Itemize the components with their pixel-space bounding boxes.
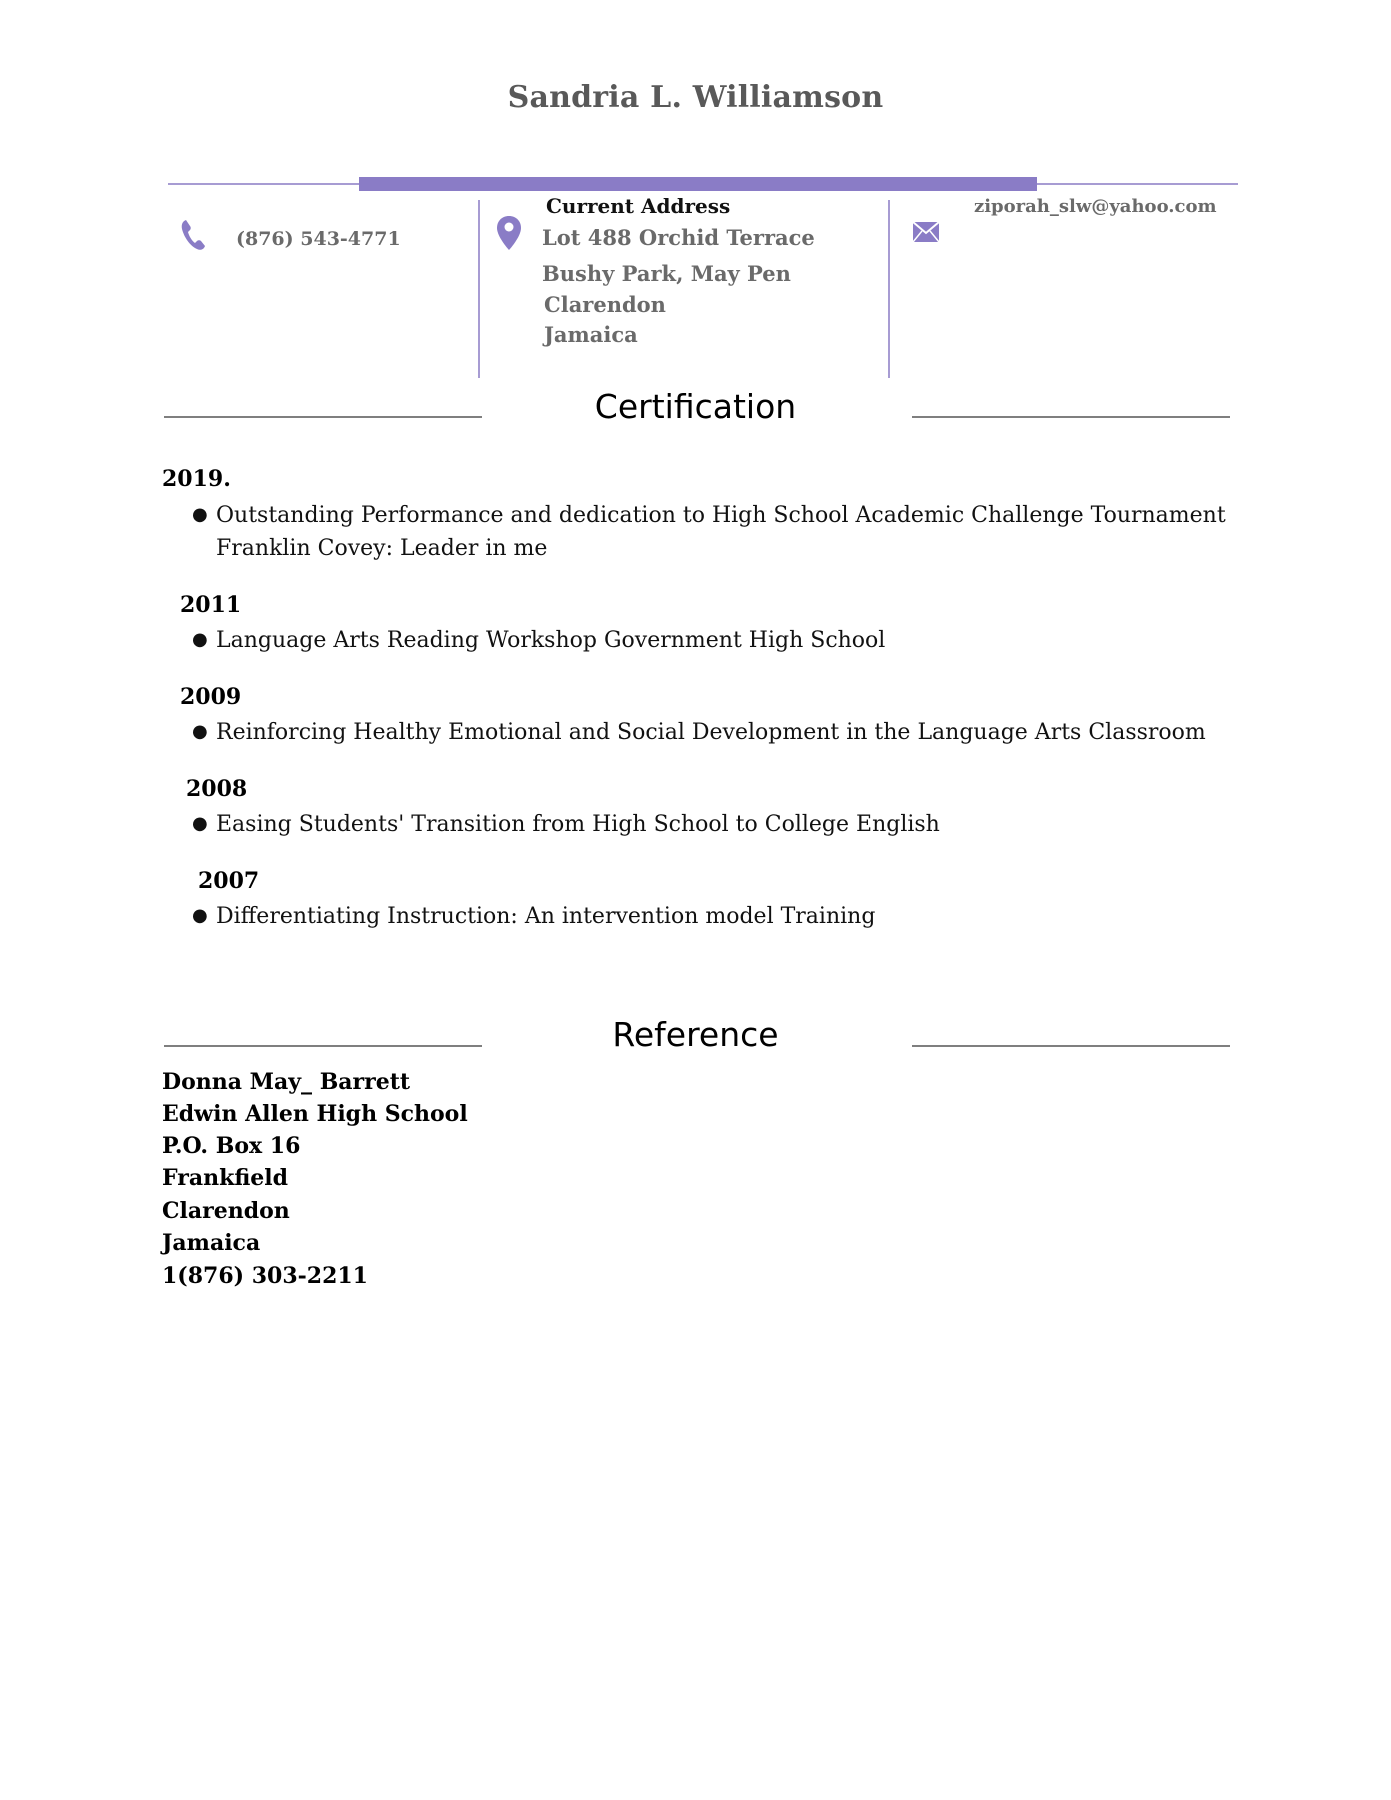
location-pin-icon bbox=[496, 215, 522, 251]
reference-po-box: P.O. Box 16 bbox=[162, 1133, 301, 1159]
reference-phone[interactable]: 1(876) 303-2211 bbox=[162, 1263, 368, 1289]
cert-item bbox=[192, 900, 876, 933]
bullet-icon: ● bbox=[192, 905, 208, 926]
cert-year-2011: 2011 bbox=[180, 592, 242, 618]
reference-rule-right bbox=[912, 1045, 1230, 1047]
address-heading: Current Address bbox=[546, 194, 731, 218]
phone-icon bbox=[180, 218, 208, 252]
reference-parish: Clarendon bbox=[162, 1198, 290, 1224]
reference-school: Edwin Allen High School bbox=[162, 1101, 468, 1127]
cert-item-text: Reinforcing Healthy Emotional and Social Development in the Language Arts Classroom bbox=[216, 720, 1206, 745]
cert-item bbox=[192, 499, 1226, 565]
certification-title: Certification bbox=[594, 387, 797, 426]
cert-item-text: Easing Students' Transition from High School to College English bbox=[216, 812, 940, 837]
cert-year-2019: 2019. bbox=[162, 466, 231, 492]
address-line-3: Clarendon bbox=[544, 292, 666, 317]
bullet-icon: ● bbox=[192, 813, 208, 834]
cert-item-text: Outstanding Performance and dedication to High School Academic Challenge Tournament bbox=[216, 503, 1226, 528]
email-address[interactable]: ziporah_slw@yahoo.com bbox=[974, 196, 1217, 217]
cert-item-text: Differentiating Instruction: An intervention model Training bbox=[216, 904, 876, 929]
reference-name: Donna May_ Barrett bbox=[162, 1069, 411, 1095]
contact-divider-2 bbox=[888, 200, 890, 378]
reference-title: Reference bbox=[612, 1015, 779, 1054]
contact-divider-1 bbox=[478, 200, 480, 378]
reference-town: Frankfield bbox=[162, 1165, 289, 1191]
cert-item-text: Language Arts Reading Workshop Government High School bbox=[216, 628, 886, 653]
cert-year-2007: 2007 bbox=[198, 868, 260, 894]
header-rule-accent bbox=[359, 177, 1037, 191]
resume-name: Sandria L. Williamson bbox=[507, 80, 884, 115]
bullet-icon: ● bbox=[192, 504, 208, 525]
cert-item bbox=[192, 624, 886, 657]
address-line-2: Bushy Park, May Pen bbox=[542, 261, 791, 286]
cert-year-2008: 2008 bbox=[186, 776, 248, 802]
cert-year-2009: 2009 bbox=[180, 684, 242, 710]
bullet-icon: ● bbox=[192, 721, 208, 742]
reference-country: Jamaica bbox=[162, 1230, 261, 1256]
cert-item bbox=[192, 808, 940, 841]
address-line-4: Jamaica bbox=[544, 322, 638, 347]
phone-number[interactable]: (876) 543-4771 bbox=[236, 228, 401, 250]
certification-rule-right bbox=[912, 416, 1230, 418]
address-line-1: Lot 488 Orchid Terrace bbox=[542, 225, 815, 250]
cert-item-text: Franklin Covey: Leader in me bbox=[216, 536, 548, 561]
cert-item bbox=[192, 716, 1206, 749]
envelope-icon bbox=[912, 221, 940, 243]
bullet-icon: ● bbox=[192, 629, 208, 650]
